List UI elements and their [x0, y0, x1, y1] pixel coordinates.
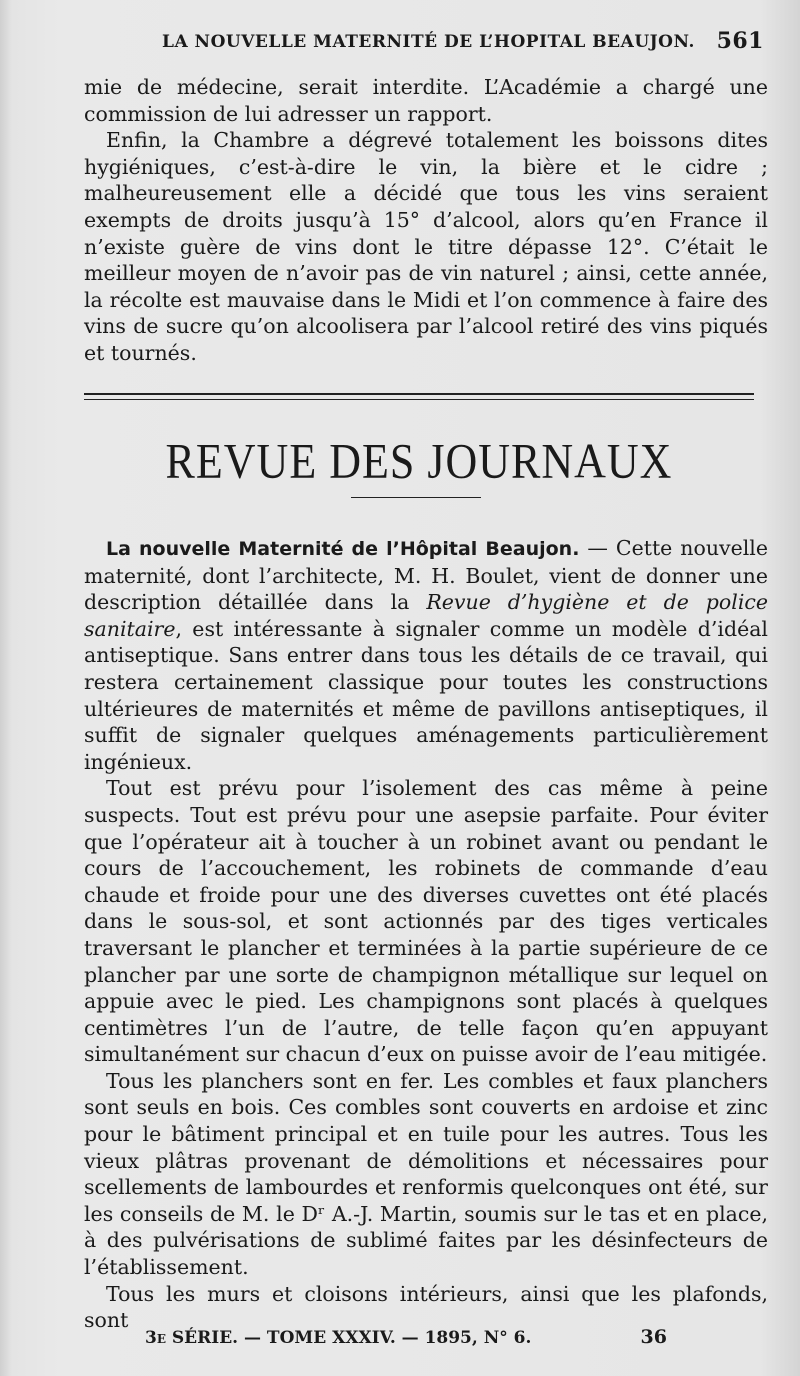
running-header [162, 28, 770, 54]
intro-paragraph-1: mie de médecine, serait interdite. L’Académie a chargé une commission de lui adresser un rapport. [84, 75, 768, 126]
intro-paragraph-2: Enfin, la Chambre a dégrevé totalement les boissons dites hygiéniques, c’est-à-dire le vin, la bière et le cidre ; malheureusement elle a décidé que tous les vins seraient exempts de droits jusqu’à 15° d’alcool, alors qu’en France il n’existe guère de vins dont le titre dépasse 12°. C’était le meilleur moyen de n’avoir pas de vin naturel ; ainsi, cette année, la récolte est mauvaise dans le Midi et l’on commence à faire des vins de sucre qu’on alcoolisera par l’alcool retiré des vins piqués et tournés. [84, 128, 768, 365]
article-paragraph-4: Tous les murs et cloisons intérieurs, ainsi que les plafonds, sont [84, 1281, 768, 1333]
heading-underline [351, 497, 481, 498]
article-title: La nouvelle Maternité de l’Hôpital Beaujon. [106, 538, 580, 560]
intro-block [84, 74, 768, 367]
signature-mark: 36 [640, 1326, 667, 1348]
section-heading: REVUE DES JOURNAUX [165, 434, 673, 489]
section-divider [84, 393, 754, 400]
article-paragraph-3: Tous les planchers sont en fer. Les combles et faux planchers sont seuls en bois. Ces combles sont couverts en ardoise et zinc pour le bâtiment principal et en tuile pour les autres. Tous les vieux plâtras provenant de démolitions et nécessaires pour scellements de lambourdes et renformis quelconques ont été, sur les conseils de M. le Dʳ A.-J. Martin, soumis sur le tas et en place, à des pulvérisations de sublimé faites par les désinfecteurs de l’établissement. [84, 1068, 768, 1280]
running-title: LA NOUVELLE MATERNITÉ DE L’HOPITAL BEAUJON. [162, 32, 695, 52]
journal-name: Revue d’hygiène et de police sanitaire [84, 590, 769, 641]
page-footer [145, 1328, 705, 1348]
article-paragraph-2: Tout est prévu pour l’isolement des cas même à peine suspects. Tout est prévu pour une asepsie parfaite. Pour éviter que l’opérateur ait à toucher à un robinet avant ou pendant le cours de l’accouchement, les robinets de commande d’eau chaude et froide pour une des diverses cuvettes ont été placés dans le sous-sol, et sont actionnés par des tiges verticales traversant le plancher et terminées à la partie supérieure de ce plancher par une sorte de champignon métallique sur lequel on appuie avec le pied. Les champignons sont placés à quelques centimètres l’un de l’autre, de telle façon qu’en appuyant simultanément sur chacun d’eux on puisse avoir de l’eau mitigée. [84, 776, 768, 1067]
page-number: 561 [716, 28, 764, 54]
article-block [84, 535, 768, 1334]
series-line: 3e SÉRIE. — TOME XXXIV. — 1895, N° 6. [145, 1328, 532, 1348]
article-text-1b: , est intéressante à signaler comme un modèle d’idéal antiseptique. Sans entrer dans tous les détails de ce travail, qui restera certainement classique pour toutes les constructions ultérieures de maternités et même de pavillons antiseptiques, il suffit de signaler quelques aménagements particulièrement ingénieux. [84, 616, 768, 774]
article-text-1a: — Cette nouvelle maternité, dont l’architecte, M. H. Boulet, vient de donner une description détaillée dans la [84, 536, 768, 615]
article-paragraph-1 [84, 535, 768, 775]
